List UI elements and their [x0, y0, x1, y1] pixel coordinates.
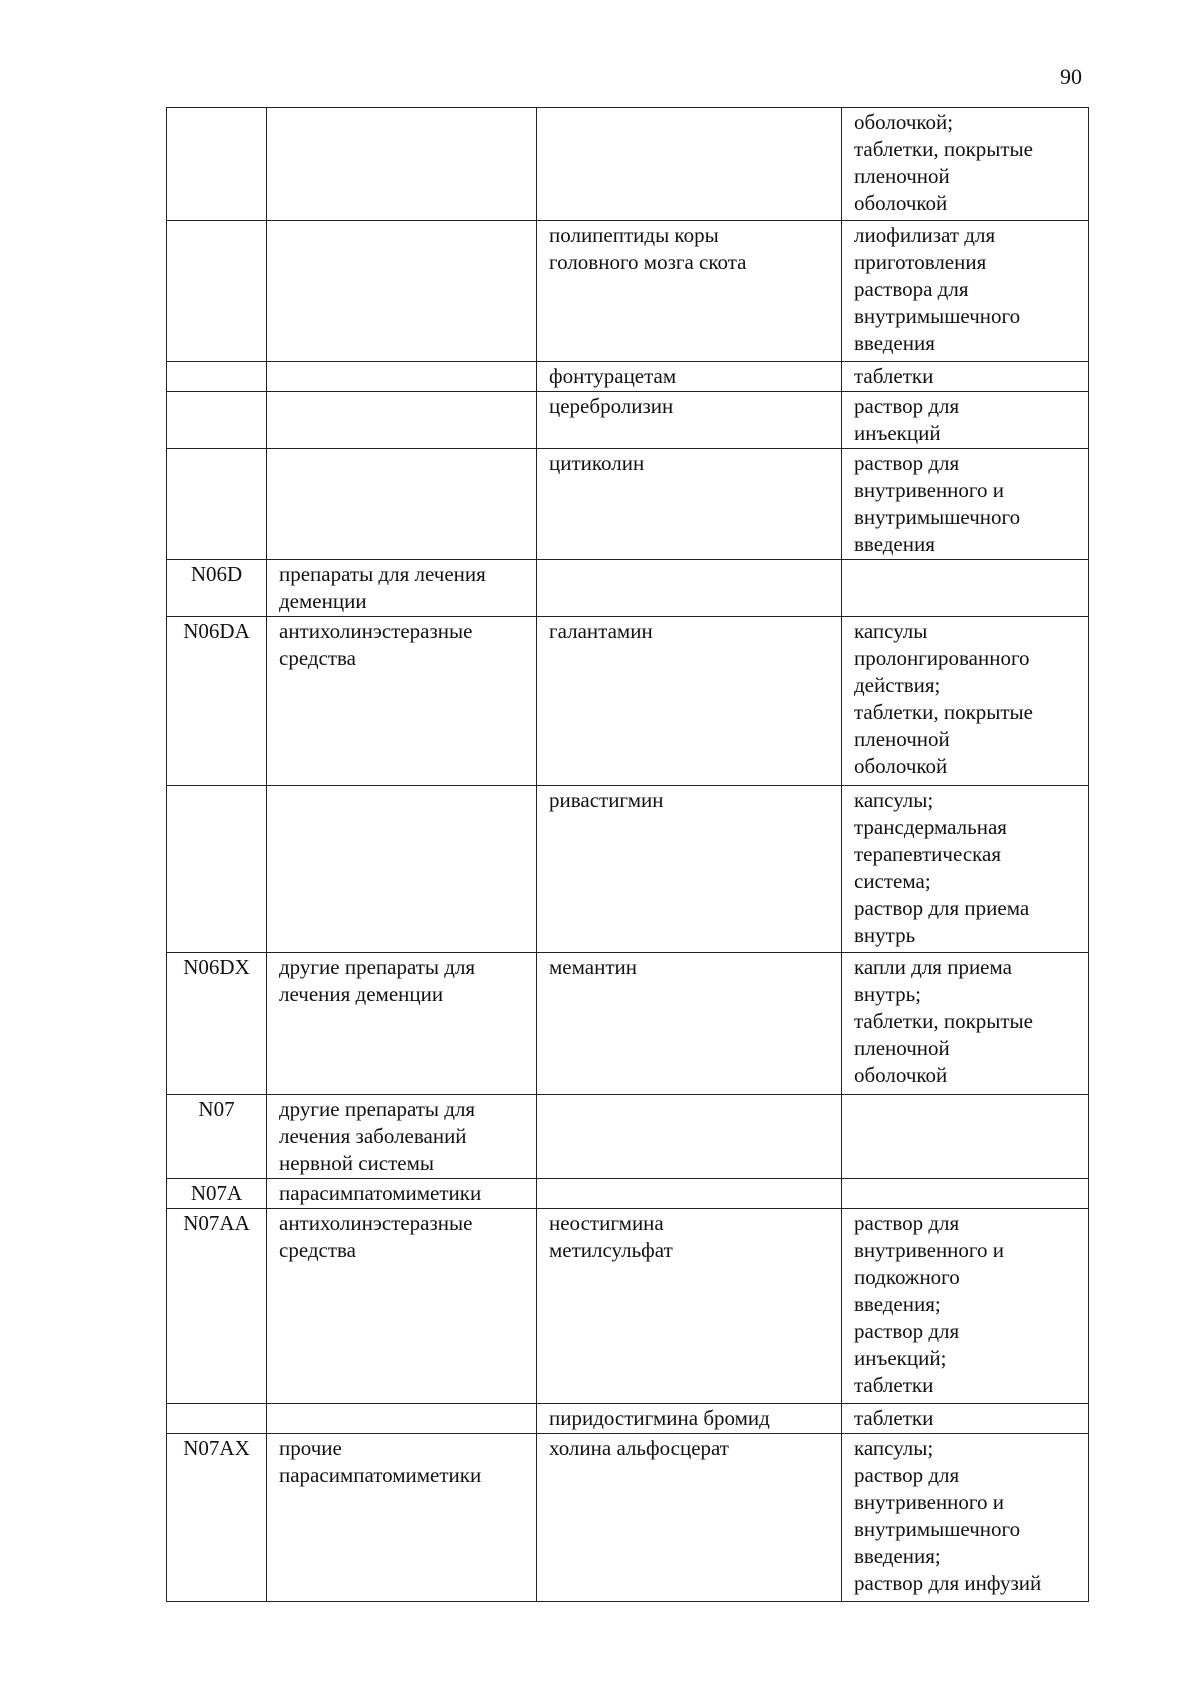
group-name-line: деменции [279, 589, 367, 613]
dosage-forms-line: внутривенного и [854, 1490, 1004, 1514]
group-name-line: средства [279, 646, 357, 670]
group-name-cell [267, 1179, 537, 1209]
page-number: 90 [1060, 64, 1082, 89]
dosage-forms-cell [842, 1434, 1089, 1602]
substance-cell [537, 786, 842, 953]
substance-line: холина альфосцерат [549, 1436, 729, 1460]
group-name-line: антихолинэстеразные [279, 1211, 473, 1235]
group-name-line: парасимпатомиметики [279, 1463, 482, 1487]
dosage-forms-line: таблетки [854, 1406, 934, 1430]
dosage-forms-line: система; [854, 869, 931, 893]
dosage-forms-line: капсулы; [854, 1436, 934, 1460]
substance-line: головного мозга скота [549, 250, 747, 274]
table-row [167, 1209, 1089, 1404]
group-name-cell [267, 392, 537, 449]
substance-cell [537, 1209, 842, 1404]
group-name-cell [267, 1404, 537, 1434]
group-name-line: лечения деменции [279, 982, 444, 1006]
table-row [167, 1095, 1089, 1179]
dosage-forms-line: действия; [854, 673, 941, 697]
dosage-forms-cell [842, 617, 1089, 786]
table-row [167, 560, 1089, 617]
dosage-forms-line: капли для приема [854, 955, 1012, 979]
dosage-forms-line: внутрь [854, 923, 916, 947]
dosage-forms-cell [842, 362, 1089, 392]
atc-code-cell: N07AX [167, 1434, 267, 1602]
dosage-forms-line: оболочкой [854, 754, 948, 778]
substance-cell [537, 392, 842, 449]
dosage-forms-line: инъекций; [854, 1346, 947, 1370]
dosage-forms-line: таблетки [854, 364, 934, 388]
table-row [167, 221, 1089, 362]
substance-line: галантамин [549, 619, 653, 643]
group-name-line: лечения заболеваний [279, 1124, 467, 1148]
substance-line: пиридостигмина бромид [549, 1406, 770, 1430]
dosage-forms-line: внутрь; [854, 982, 921, 1006]
atc-code-cell: N06DA [167, 617, 267, 786]
dosage-forms-line: таблетки, покрытые [854, 1009, 1033, 1033]
dosage-forms-line: трансдермальная [854, 815, 1007, 839]
dosage-forms-line: введения [854, 532, 935, 556]
group-name-cell [267, 953, 537, 1095]
dosage-forms-line: оболочкой [854, 1063, 948, 1087]
dosage-forms-cell [842, 108, 1089, 221]
substance-line: фонтурацетам [549, 364, 677, 388]
dosage-forms-cell [842, 560, 1089, 617]
table-row [167, 1404, 1089, 1434]
dosage-forms-line: введения; [854, 1292, 941, 1316]
group-name-line: антихолинэстеразные [279, 619, 473, 643]
dosage-forms-line: раствор для [854, 1463, 960, 1487]
dosage-forms-line: внутримышечного [854, 304, 1021, 328]
group-name-cell [267, 786, 537, 953]
substance-cell [537, 953, 842, 1095]
atc-code-cell: N07AA [167, 1209, 267, 1404]
substance-cell [537, 560, 842, 617]
group-name-cell [267, 449, 537, 560]
group-name-line: другие препараты для [279, 1097, 476, 1121]
substance-cell [537, 1404, 842, 1434]
group-name-cell [267, 221, 537, 362]
table-row [167, 953, 1089, 1095]
group-name-line: средства [279, 1238, 357, 1262]
dosage-forms-line: пленочной [854, 1036, 950, 1060]
group-name-cell [267, 108, 537, 221]
dosage-forms-line: инъекций [854, 421, 941, 445]
dosage-forms-line: введения; [854, 1544, 941, 1568]
table-row [167, 392, 1089, 449]
substance-line: цитиколин [549, 451, 645, 475]
dosage-forms-line: таблетки, покрытые [854, 700, 1033, 724]
dosage-forms-line: введения [854, 331, 935, 355]
dosage-forms-line: внутримышечного [854, 1517, 1021, 1541]
dosage-forms-line: капсулы; [854, 788, 934, 812]
atc-code-cell: N07 [167, 1095, 267, 1179]
atc-code-cell: N06DX [167, 953, 267, 1095]
dosage-forms-line: таблетки, покрытые [854, 137, 1033, 161]
substance-line: ривастигмин [549, 788, 664, 812]
atc-code-cell [167, 392, 267, 449]
group-name-cell [267, 1209, 537, 1404]
table-row [167, 108, 1089, 221]
atc-code-cell [167, 1404, 267, 1434]
dosage-forms-line: раствор для [854, 1211, 960, 1235]
dosage-forms-line: раствор для [854, 394, 960, 418]
table-row [167, 362, 1089, 392]
dosage-forms-line: раствора для [854, 277, 969, 301]
table-row [167, 617, 1089, 786]
substance-cell [537, 1179, 842, 1209]
substance-line: полипептиды коры [549, 223, 719, 247]
atc-code-cell: N06D [167, 560, 267, 617]
dosage-forms-line: таблетки [854, 1373, 934, 1397]
dosage-forms-line: пленочной [854, 727, 950, 751]
dosage-forms-cell [842, 221, 1089, 362]
atc-code-cell [167, 449, 267, 560]
dosage-forms-cell [842, 953, 1089, 1095]
atc-code-cell [167, 362, 267, 392]
atc-code-cell: N07A [167, 1179, 267, 1209]
substance-line: метилсульфат [549, 1238, 673, 1262]
dosage-forms-line: оболочкой; [854, 110, 954, 134]
dosage-forms-line: внутривенного и [854, 478, 1004, 502]
atc-code-cell [167, 108, 267, 221]
dosage-forms-line: раствор для инфузий [854, 1571, 1042, 1595]
dosage-forms-line: капсулы [854, 619, 928, 643]
dosage-forms-line: оболочкой [854, 191, 948, 215]
substance-cell [537, 1095, 842, 1179]
dosage-forms-line: лиофилизат для [854, 223, 996, 247]
group-name-line: парасимпатомиметики [279, 1181, 482, 1205]
substance-cell [537, 617, 842, 786]
substance-cell [537, 221, 842, 362]
group-name-cell [267, 1095, 537, 1179]
dosage-forms-cell [842, 1095, 1089, 1179]
dosage-forms-line: раствор для [854, 451, 960, 475]
dosage-forms-cell [842, 786, 1089, 953]
dosage-forms-line: терапевтическая [854, 842, 1001, 866]
dosage-forms-cell [842, 1404, 1089, 1434]
group-name-cell [267, 617, 537, 786]
group-name-line: препараты для лечения [279, 562, 486, 586]
dosage-forms-cell [842, 1209, 1089, 1404]
table-row [167, 1179, 1089, 1209]
dosage-forms-line: пленочной [854, 164, 950, 188]
substance-cell [537, 362, 842, 392]
dosage-forms-line: приготовления [854, 250, 987, 274]
table-row [167, 449, 1089, 560]
substance-line: мемантин [549, 955, 637, 979]
substance-line: неостигмина [549, 1211, 664, 1235]
group-name-line: другие препараты для [279, 955, 476, 979]
dosage-forms-line: пролонгированного [854, 646, 1030, 670]
dosage-forms-cell [842, 1179, 1089, 1209]
dosage-forms-cell [842, 392, 1089, 449]
group-name-cell [267, 362, 537, 392]
dosage-forms-line: раствор для [854, 1319, 960, 1343]
atc-code-cell [167, 786, 267, 953]
atc-code-cell [167, 221, 267, 362]
table-row [167, 786, 1089, 953]
dosage-forms-line: раствор для приема [854, 896, 1030, 920]
group-name-line: нервной системы [279, 1151, 434, 1175]
substance-line: церебролизин [549, 394, 674, 418]
substance-cell [537, 1434, 842, 1602]
table-body [167, 108, 1089, 1602]
substance-cell [537, 108, 842, 221]
dosage-forms-cell [842, 449, 1089, 560]
substance-cell [537, 449, 842, 560]
dosage-forms-line: подкожного [854, 1265, 960, 1289]
group-name-line: прочие [279, 1436, 342, 1460]
dosage-forms-line: внутривенного и [854, 1238, 1004, 1262]
table-row [167, 1434, 1089, 1602]
group-name-cell [267, 1434, 537, 1602]
dosage-forms-line: внутримышечного [854, 505, 1021, 529]
group-name-cell [267, 560, 537, 617]
drug-table [166, 107, 1089, 1602]
